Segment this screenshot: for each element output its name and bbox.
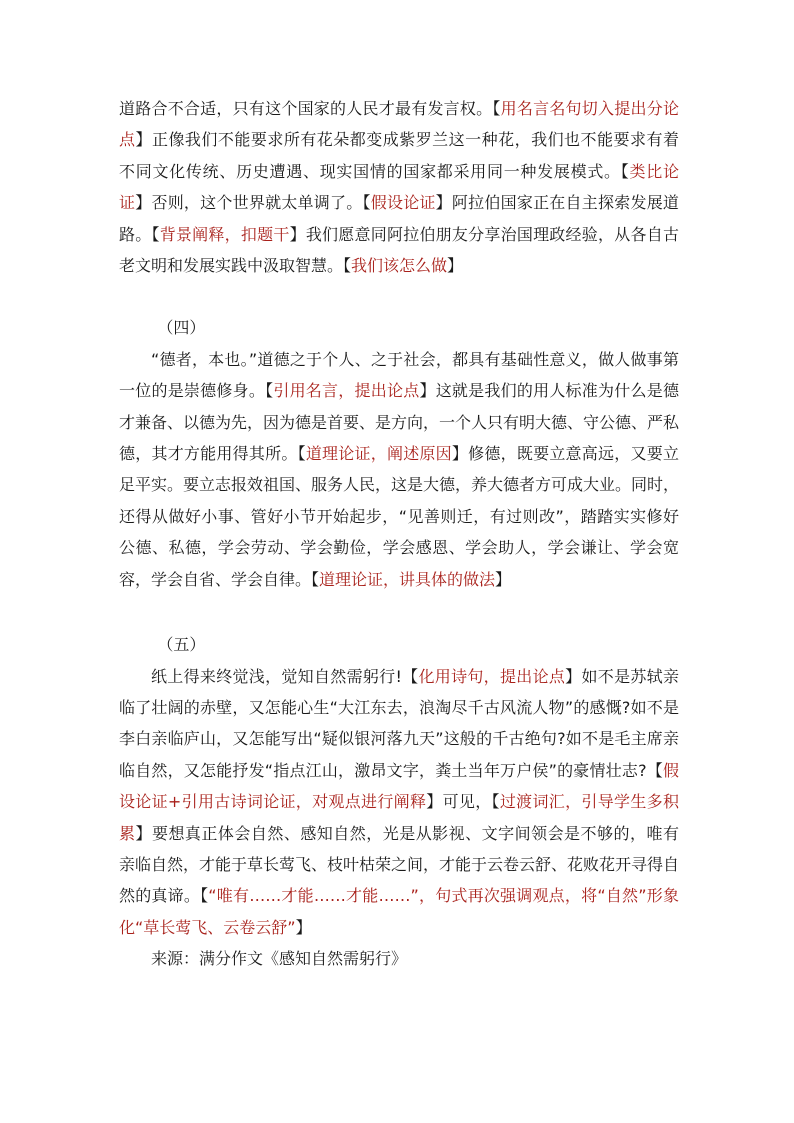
bracket-open: 【 <box>492 99 501 118</box>
bracket-open: 【 <box>401 666 419 686</box>
bracket-close: 】 <box>295 917 312 937</box>
bracket-close: 】 <box>435 193 452 213</box>
bracket-open: 【 <box>362 193 371 213</box>
body-text: 我们愿意同阿拉伯朋友分享治国理政经验，从各自古老文明和发展实践中汲取智慧。 <box>119 224 679 276</box>
bracket-open: 【 <box>151 224 160 244</box>
section-3-paragraph <box>119 93 679 281</box>
annotation-note: 道理论证，阐述原因 <box>305 444 452 464</box>
annotation-note: 类比论证 <box>119 161 679 213</box>
bracket-open: 【 <box>620 161 630 181</box>
body-text: “德者，本也。”道德之于个人、之于社会，都具有基础性意义，做人做事第一位的是崇德修身。 <box>119 349 679 401</box>
bracket-close: 】 <box>426 792 443 812</box>
body-text: 纸上得来终觉浅，觉知自然需躬行! <box>151 666 402 686</box>
body-text: 要想真正体会自然、感知自然，光是从影视、文字间领会是不够的，唯有亲临自然，才能于草长莺飞、枝叶枯荣之间，才能于云卷云舒、花败花开寻得自然的真谛。 <box>119 823 680 906</box>
bracket-close: 】 <box>447 256 464 276</box>
bracket-close: 】 <box>419 381 436 401</box>
annotation-note: 化用诗句，提出论点 <box>418 666 566 686</box>
annotation-note: 背景阐释，扣题干 <box>159 224 290 244</box>
bracket-close: 】 <box>135 193 152 213</box>
body-text: 阿拉伯国家正在自主探索发展道路。 <box>119 193 679 244</box>
bracket-close: 】 <box>135 130 152 150</box>
source-line: 来源：满分作文《感知自然需躬行》 <box>151 949 408 969</box>
document-page <box>119 93 679 975</box>
bracket-open: 【 <box>297 444 306 464</box>
body-text: 否则，这个世界就太单调了。 <box>151 193 363 213</box>
annotation-note: 用名言名句切入提出分论点 <box>119 99 679 150</box>
bracket-close: 】 <box>495 569 512 589</box>
bracket-open: 【 <box>646 760 663 780</box>
body-text: 正像我们不能要求所有花朵都变成紫罗兰这一种花，我们也不能要求有着不同文化传统、历史遭遇、现实国情的国家都采用同一种发展模式。 <box>119 130 679 181</box>
bracket-close: 】 <box>289 224 306 244</box>
annotation-note: 我们该怎么做 <box>351 256 448 276</box>
annotation-note: 假设论证 <box>370 193 436 213</box>
bracket-open: 【 <box>343 256 352 276</box>
body-text: 修德，既要立意高远，又要立足平实。要立志报效祖国、服务人民，这是大德，养大德者方可成大业。同时，还得从做好小事、管好小节开始起步，“见善则迁，有过则改”，踏踏实实修好公德、私德，学会劳动、学会勤俭，学会感恩、学会助人，学会谦让、学会宽容，学会自省、学会自律。 <box>119 444 680 589</box>
bracket-open: 【 <box>265 381 274 401</box>
body-text: 可见， <box>442 792 492 812</box>
body-text: 道路合不合适，只有这个国家的人民才最有发言权。 <box>119 99 493 118</box>
section-5-heading: （五） <box>157 635 206 655</box>
section-4-heading: （四） <box>157 318 206 338</box>
section-4-paragraph <box>119 344 679 595</box>
bracket-open: 【 <box>311 569 320 589</box>
bracket-close: 】 <box>451 444 469 464</box>
bracket-close: 】 <box>565 666 582 686</box>
section-5-paragraph <box>119 661 679 944</box>
bracket-open: 【 <box>200 886 209 906</box>
annotation-note: 过渡词汇，引导学生多积累 <box>119 792 679 843</box>
annotation-note: 假设论证+引用古诗词论证，对观点进行阐释 <box>119 760 679 812</box>
bracket-close: 】 <box>135 823 152 843</box>
annotation-note: 道理论证，讲具体的做法 <box>319 569 496 589</box>
annotation-note: “唯有……才能……才能……”，句式再次强调观点，将“自然”形象化“草长莺飞、云卷云舒” <box>119 886 679 937</box>
body-text: 这就是我们的用人标准为什么是德才兼备、以德为先，因为德是首要、是方向，一个人只有明大德、守公德、严私德，其才方能用得其所。 <box>119 381 680 464</box>
body-text: 如不是苏轼亲临了壮阔的赤壁，又怎能心生“大江东去，浪淘尽千古风流人物”的感慨?如不是李白亲临庐山，又怎能写出“疑似银河落九天”这般的千古绝句?如不是毛主席亲临自然，又怎能抒发“指点江山，激昂文字，粪土当年万户侯”的豪情壮志? <box>119 666 679 780</box>
bracket-open: 【 <box>491 792 500 812</box>
annotation-note: 引用名言，提出论点 <box>273 381 420 401</box>
